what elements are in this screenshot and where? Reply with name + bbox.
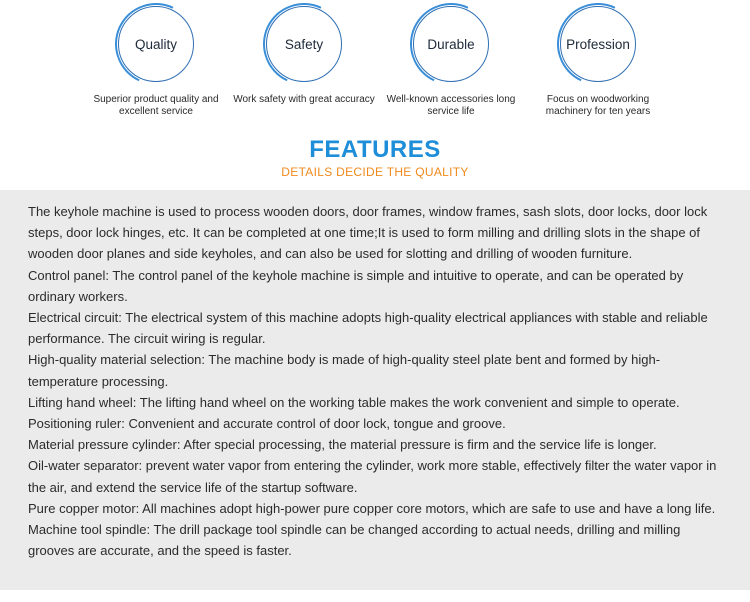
bottom-strip — [0, 590, 750, 602]
list-item: Positioning ruler: Convenient and accurate control of door lock, tongue and groove. — [28, 416, 506, 432]
badge-caption: Superior product quality and excellent service — [93, 94, 219, 117]
list-item: Oil-water separator: prevent water vapor from entering the cylinder, work more stable, effectively filter the water vapor in the air, and extend the service life of the startup software. — [28, 458, 717, 495]
badge-title: Durable — [427, 37, 475, 52]
badge-title: Safety — [284, 37, 324, 52]
safety-circle-icon — [266, 6, 342, 82]
list-item: Machine tool spindle: The drill package tool spindle can be changed according to actual needs, drilling and milling grooves are accurate, and the speed is faster. — [28, 522, 681, 559]
list-item: Control panel: The control panel of the keyhole machine is simple and intuitive to operate, and can be operated by ordinary workers. — [28, 267, 684, 304]
badge-durable — [376, 6, 526, 118]
badge-title: Profession — [566, 37, 630, 52]
durable-circle-icon — [413, 6, 489, 82]
badge-caption: Focus on woodworking machinery for ten years — [545, 94, 651, 117]
list-item: Material pressure cylinder: After special processing, the material pressure is firm and the service life is longer. — [28, 437, 657, 453]
features-subtitle: DETAILS DECIDE THE QUALITY — [281, 165, 469, 179]
profession-circle-icon — [560, 6, 636, 82]
description-panel — [0, 190, 750, 590]
badge-quality — [81, 6, 231, 118]
features-title: FEATURES — [309, 136, 441, 163]
quality-circle-icon — [118, 6, 194, 82]
list-item: Electrical circuit: The electrical system of this machine adopts high-quality electrical appliances with stable and reliable performance. The circuit wiring is regular. — [28, 310, 708, 347]
badge-caption: Well-known accessories long service life — [386, 94, 516, 117]
badge-caption: Work safety with great accuracy — [233, 94, 375, 105]
list-item: Pure copper motor: All machines adopt high-power pure copper core motors, which are safe to use and have a long life. — [28, 500, 716, 516]
list-item: High-quality material selection: The machine body is made of high-quality steel plate bent and formed by high-temperature processing. — [28, 352, 661, 389]
list-item: Lifting hand wheel: The lifting hand wheel on the working table makes the work convenient and simple to operate. — [28, 394, 680, 410]
header-section — [0, 0, 750, 190]
badge-safety — [229, 6, 379, 106]
badge-title: Quality — [134, 37, 178, 52]
feature-list — [28, 201, 728, 561]
badge-profession — [523, 6, 673, 118]
list-item: The keyhole machine is used to process wooden doors, door frames, window frames, sash slots, door locks, door lock steps, door lock hinges, etc. It can be completed at one time;It is used to form milling and drilling slots in the shape of wooden door planes and side keyholes, and can also be used for slotting and drilling of wooden furniture. — [28, 204, 708, 262]
